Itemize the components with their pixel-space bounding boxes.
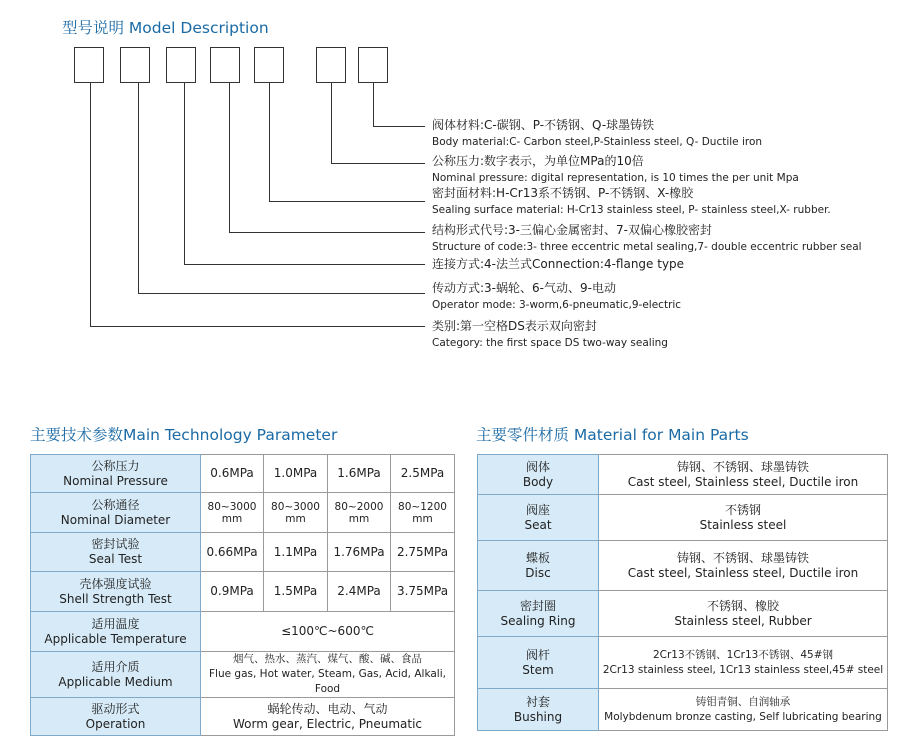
cell: 1.1MPa bbox=[264, 533, 328, 572]
row-label: 密封试验 Seal Test bbox=[31, 533, 201, 572]
desc-cn: 阀体材料:C-碳钢、P-不锈钢、Q-球墨铸铁 bbox=[432, 118, 655, 132]
table-row bbox=[31, 612, 455, 652]
desc-cn: 连接方式:4-法兰式Connection:4-flange type bbox=[432, 257, 685, 271]
desc-en: Structure of code:3- three eccentric metal sealing,7- double eccentric rubber seal bbox=[432, 241, 862, 253]
desc-body-material bbox=[432, 117, 762, 151]
cell: 2.4MPa bbox=[328, 572, 391, 612]
desc-cn: 传动方式:3-蜗轮、6-气动、9-电动 bbox=[432, 281, 616, 295]
leader-line bbox=[229, 83, 230, 232]
code-box-connection bbox=[166, 47, 196, 83]
main-parts-title: 主要零件材质 Material for Main Parts bbox=[476, 426, 749, 444]
tech-parameter-table bbox=[30, 454, 455, 736]
cell: 烟气、热水、蒸汽、煤气、酸、碱、食品 Flue gas, Hot water, Steam, Gas, Acid, Alkali, Food bbox=[201, 652, 455, 698]
cell: 1.5MPa bbox=[264, 572, 328, 612]
row-label: 阀杆 Stem bbox=[478, 637, 599, 689]
main-parts-table bbox=[477, 454, 888, 731]
row-label: 壳体强度试验 Shell Strength Test bbox=[31, 572, 201, 612]
row-label: 阀座 Seat bbox=[478, 495, 599, 541]
table-row bbox=[478, 637, 888, 689]
leader-line bbox=[184, 264, 425, 265]
cell: 0.66MPa bbox=[201, 533, 264, 572]
cell: 80~3000 mm bbox=[201, 493, 264, 533]
row-label: 驱动形式 Operation bbox=[31, 698, 201, 736]
desc-cn: 密封面材料:H-Cr13系不锈钢、P-不锈钢、X-橡胶 bbox=[432, 186, 694, 200]
desc-cn: 公称压力:数字表示，为单位MPa的10倍 bbox=[432, 154, 644, 168]
cell: 80~3000 mm bbox=[264, 493, 328, 533]
leader-line bbox=[90, 326, 425, 327]
cell: 0.6MPa bbox=[201, 455, 264, 493]
row-label: 阀体 Body bbox=[478, 455, 599, 495]
leader-line bbox=[331, 163, 425, 164]
cell: 蜗轮传动、电动、气动 Worm gear, Electric, Pneumatic bbox=[201, 698, 455, 736]
row-label: 适用温度 Applicable Temperature bbox=[31, 612, 201, 652]
table-row bbox=[31, 533, 455, 572]
desc-cn: 类别:第一空格DS表示双向密封 bbox=[432, 319, 597, 333]
cell: 铸钼青铜、自润轴承 Molybdenum bronze casting, Self lubricating bearing bbox=[599, 689, 888, 731]
desc-en: Body material:C- Carbon steel,P-Stainless steel, Q- Ductile iron bbox=[432, 136, 763, 148]
desc-operator bbox=[432, 280, 681, 314]
row-label: 密封圈 Sealing Ring bbox=[478, 591, 599, 637]
table-row bbox=[478, 495, 888, 541]
table-row bbox=[478, 689, 888, 731]
row-label: 公称压力 Nominal Pressure bbox=[31, 455, 201, 493]
leader-line bbox=[373, 126, 425, 127]
tech-parameter-title: 主要技术参数Main Technology Parameter bbox=[30, 426, 338, 444]
leader-line bbox=[331, 83, 332, 163]
leader-line bbox=[90, 83, 91, 326]
code-box-body-material bbox=[358, 47, 388, 83]
leader-line bbox=[229, 232, 425, 233]
table-row bbox=[478, 541, 888, 591]
leader-line bbox=[138, 83, 139, 293]
cell: 2Cr13不锈钢、1Cr13不锈钢、45#钢 2Cr13 stainless steel, 1Cr13 stainless steel,45# steel bbox=[599, 637, 888, 689]
row-label: 蝶板 Disc bbox=[478, 541, 599, 591]
cell: 80~2000 mm bbox=[328, 493, 391, 533]
table-row bbox=[31, 455, 455, 493]
cell: 3.75MPa bbox=[391, 572, 455, 612]
table-row bbox=[31, 652, 455, 698]
leader-line bbox=[269, 201, 425, 202]
cell: 2.75MPa bbox=[391, 533, 455, 572]
code-box-pressure bbox=[316, 47, 346, 83]
cell: 2.5MPa bbox=[391, 455, 455, 493]
row-label: 适用介质 Applicable Medium bbox=[31, 652, 201, 698]
table-row bbox=[31, 698, 455, 736]
cell: 0.9MPa bbox=[201, 572, 264, 612]
desc-nominal-pressure bbox=[432, 153, 799, 187]
cell: 不锈钢 Stainless steel bbox=[599, 495, 888, 541]
code-box-structure bbox=[210, 47, 240, 83]
model-description-title: 型号说明 Model Description bbox=[62, 19, 269, 37]
desc-structure bbox=[432, 222, 862, 256]
desc-en: Nominal pressure: digital representation, is 10 times the per unit Mpa bbox=[432, 172, 799, 184]
cell: ≤100℃~600℃ bbox=[201, 612, 455, 652]
desc-category bbox=[432, 318, 668, 352]
code-box-sealing-material bbox=[254, 47, 284, 83]
code-box-operator bbox=[120, 47, 150, 83]
cell: 1.6MPa bbox=[328, 455, 391, 493]
cell: 不锈钢、橡胶 Stainless steel, Rubber bbox=[599, 591, 888, 637]
table-row bbox=[478, 455, 888, 495]
cell: 铸钢、不锈钢、球墨铸铁 Cast steel, Stainless steel, Ductile iron bbox=[599, 455, 888, 495]
table-row bbox=[31, 572, 455, 612]
desc-en: Operator mode: 3-worm,6-pneumatic,9-electric bbox=[432, 299, 682, 311]
row-label: 公称通径 Nominal Diameter bbox=[31, 493, 201, 533]
leader-line bbox=[138, 293, 425, 294]
cell: 80~1200 mm bbox=[391, 493, 455, 533]
cell: 1.0MPa bbox=[264, 455, 328, 493]
desc-cn: 结构形式代号:3-三偏心金属密封、7-双偏心橡胶密封 bbox=[432, 223, 712, 237]
table-row bbox=[478, 591, 888, 637]
leader-line bbox=[373, 83, 374, 126]
cell: 铸钢、不锈钢、球墨铸铁 Cast steel, Stainless steel, Ductile iron bbox=[599, 541, 888, 591]
desc-sealing-surface bbox=[432, 185, 831, 219]
leader-line bbox=[184, 83, 185, 264]
code-box-category bbox=[74, 47, 104, 83]
row-label: 衬套 Bushing bbox=[478, 689, 599, 731]
cell: 1.76MPa bbox=[328, 533, 391, 572]
leader-line bbox=[269, 83, 270, 201]
desc-en: Sealing surface material: H-Cr13 stainless steel, P- stainless steel,X- rubber. bbox=[432, 204, 831, 216]
desc-en: Category: the first space DS two-way sealing bbox=[432, 337, 668, 349]
desc-connection bbox=[432, 256, 684, 273]
table-row bbox=[31, 493, 455, 533]
